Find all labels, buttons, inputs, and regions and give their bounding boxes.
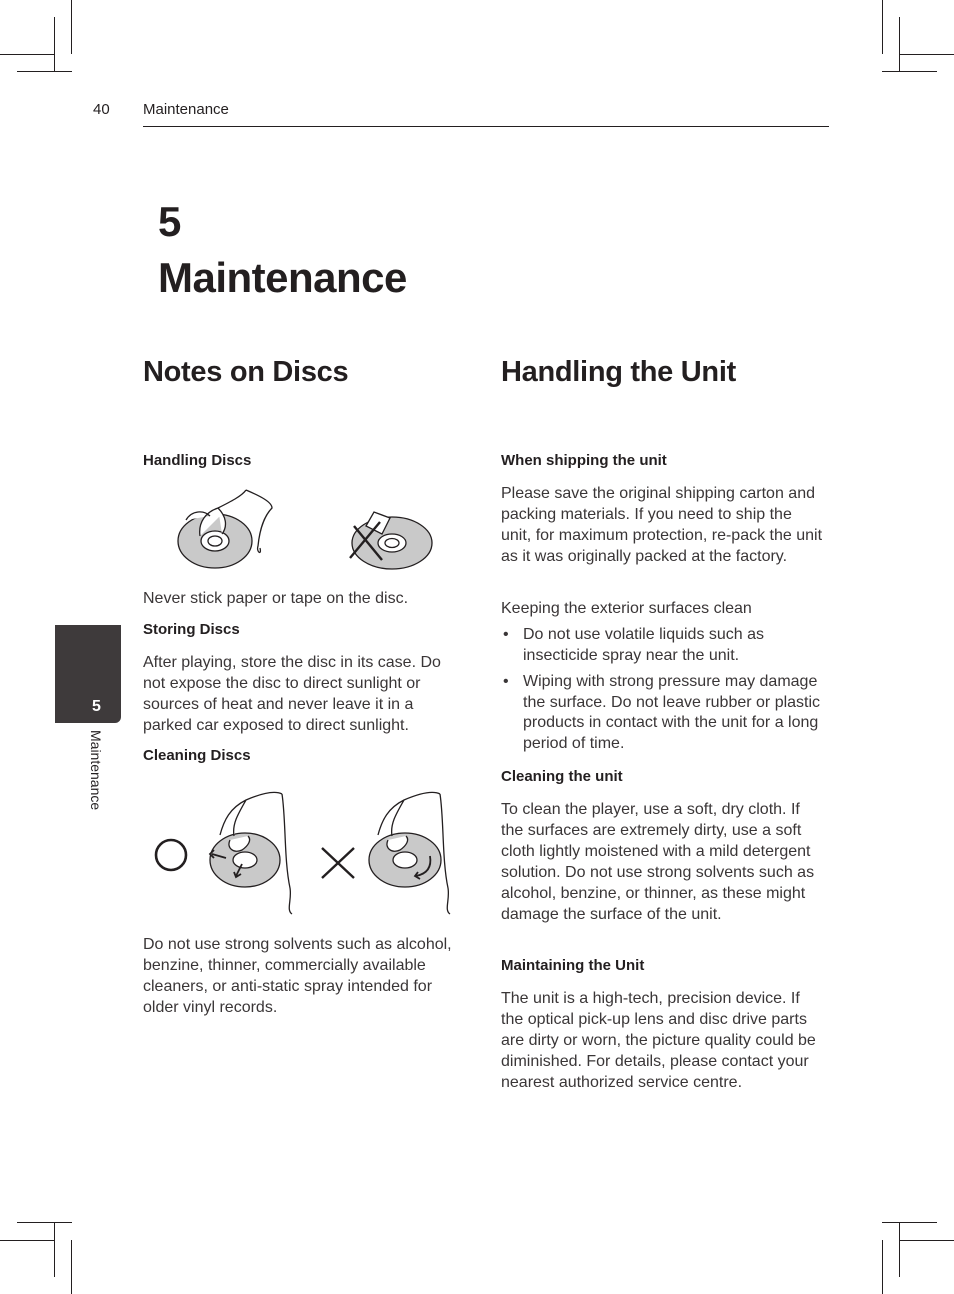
crop-mark (54, 1222, 55, 1277)
list-item: • Wiping with strong pressure may damage the surface. Do not leave rubber or plastic products in contact with the unit for a long period of time. (503, 673, 821, 752)
wipe-outward-figure (210, 792, 292, 914)
crop-mark (900, 1240, 954, 1241)
side-tab (55, 625, 121, 723)
cleaning-unit-text: To clean the player, use a soft, dry cloth. If the surfaces are extremely dirty, use a soft cloth lightly moistened with a mild detergent solution. Do not use strong solvents such as alcohol, benzine, or thinner, as these might damage the surface of the unit. (501, 801, 815, 923)
exterior-bullet-list (501, 625, 821, 760)
crop-mark (882, 1222, 937, 1223)
maintaining-title: Maintaining the Unit (501, 957, 645, 974)
handling-discs-title: Handling Discs (143, 452, 252, 469)
chapter-number: 5 (158, 198, 182, 245)
crop-mark (900, 54, 954, 55)
disc-handling-illustration (170, 486, 445, 574)
crop-mark (71, 0, 72, 54)
crop-mark (0, 1240, 54, 1241)
handling-the-unit-heading: Handling the Unit (501, 356, 736, 388)
correct-mark (156, 840, 186, 870)
shipping-text: Please save the original shipping carton and packing materials. If you need to ship the unit, for maximum protection, re-pack the unit as it was originally packed at the factory. (501, 485, 823, 565)
side-tab-label: Maintenance (88, 730, 104, 811)
cleaning-discs-title: Cleaning Discs (143, 747, 251, 764)
wipe-circular-figure (369, 792, 450, 914)
storing-discs-text: After playing, store the disc in its case. Do not expose the disc to direct sunlight or sources of heat and never leave it in a parked car exposed to direct sunlight. (143, 654, 441, 734)
side-tab-number: 5 (92, 698, 101, 715)
chapter-title: Maintenance (158, 254, 407, 301)
notes-on-discs-heading: Notes on Discs (143, 356, 349, 388)
bullet: • (503, 626, 509, 643)
prohibited-mark (322, 848, 354, 878)
cleaning-discs-text: Do not use strong solvents such as alcohol, benzine, thinner, commercially available cleaners, or anti-static spray intended for older vinyl records. (143, 936, 452, 1016)
list-item: • Do not use volatile liquids such as insecticide spray near the unit. (503, 626, 765, 664)
crop-mark (0, 54, 54, 55)
cleaning-unit-title: Cleaning the unit (501, 768, 623, 785)
crop-mark (899, 1222, 900, 1277)
disc-cleaning-illustration (150, 780, 460, 920)
bullet: • (503, 673, 509, 690)
crop-mark (17, 71, 72, 72)
crop-mark (882, 0, 883, 54)
handling-discs-text: Never stick paper or tape on the disc. (143, 590, 409, 607)
disc-with-tape-figure (350, 512, 432, 569)
disc-held-by-edge-figure (178, 490, 272, 568)
crop-mark (899, 17, 900, 72)
crop-mark (882, 71, 937, 72)
exterior-intro: Keeping the exterior surfaces clean (501, 600, 752, 617)
crop-mark (71, 1240, 72, 1294)
crop-mark (882, 1240, 883, 1294)
crop-mark (54, 17, 55, 72)
storing-discs-title: Storing Discs (143, 621, 240, 638)
maintaining-text: The unit is a high-tech, precision device. If the optical pick-up lens and disc drive parts are dirty or worn, the picture quality could be diminished. For details, please contact your nearest authorized service centre. (501, 990, 816, 1091)
shipping-title: When shipping the unit (501, 452, 667, 469)
page-number: 40 (93, 101, 110, 118)
header-rule (143, 126, 829, 127)
running-header: Maintenance (143, 101, 229, 118)
crop-mark (17, 1222, 72, 1223)
